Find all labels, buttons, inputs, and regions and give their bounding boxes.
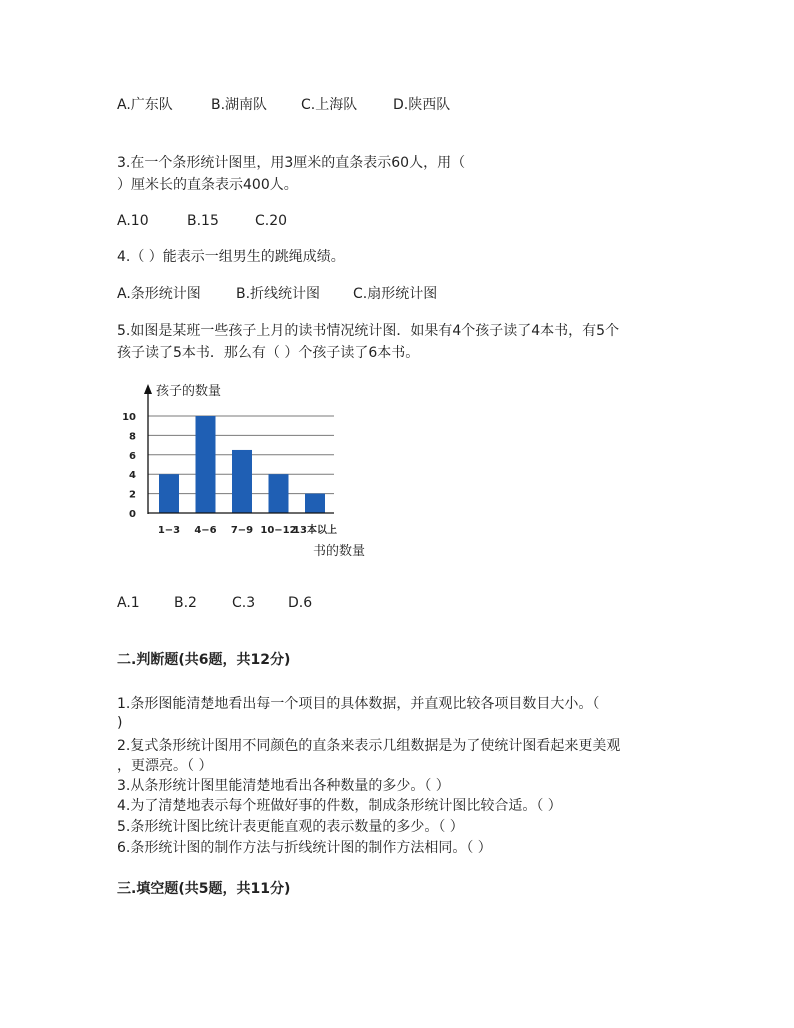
judge-item-1: 1.条形图能清楚地看出每一个项目的具体数据，并直观比较各项目数目大小。（ [117, 696, 600, 712]
q5-option-a: A.1 [117, 595, 140, 611]
y-tick-label-0: 0 [129, 509, 136, 520]
bar-3 [232, 450, 252, 513]
q4-options [117, 285, 437, 303]
q3-option-c: C.20 [255, 213, 288, 229]
reading-bar-chart [110, 376, 390, 566]
q2-option-a: A.广东队 [117, 97, 173, 113]
q4-option-a: A.条形统计图 [117, 286, 201, 302]
bar-5 [305, 494, 325, 513]
y-tick-label-2: 2 [129, 489, 136, 501]
y-axis-arrow [144, 384, 152, 394]
judge-item-1-cont: ) [117, 715, 123, 731]
judge-item-2: 2.复式条形统计图用不同颜色的直条来表示几组数据是为了使统计图看起来更美观 [117, 738, 621, 754]
q5-text-line1: 5.如图是某班一些孩子上月的读书情况统计图．如果有4个孩子读了4本书，有5个 [117, 323, 620, 339]
bar-4 [269, 474, 289, 513]
q4-option-c: C.扇形统计图 [353, 286, 438, 302]
q2-options [117, 96, 450, 114]
q2-option-c: C.上海队 [301, 97, 358, 113]
q5-options [117, 594, 312, 612]
judge-item-3: 3.从条形统计图里能清楚地看出各种数量的多少。（ ） [117, 778, 450, 794]
bar-2 [196, 416, 216, 513]
judge-item-5: 5.条形统计图比统计表更能直观的表示数量的多少。（ ） [117, 819, 464, 835]
q5-option-d: D.6 [288, 595, 313, 611]
q3-option-a: A.10 [117, 213, 149, 229]
judge-item-2-cont: ，更漂亮。（ ） [117, 758, 213, 774]
q4-text: 4.（ ）能表示一组男生的跳绳成绩。 [117, 249, 345, 265]
x-axis-title: 书的数量 [313, 544, 366, 559]
y-tick-label-8: 8 [129, 431, 136, 443]
y-axis-title: 孩子的数量 [156, 384, 222, 399]
x-tick-label-2: 4−6 [194, 525, 217, 536]
q5-option-c: C.3 [232, 595, 256, 611]
y-tick-label-10: 10 [122, 412, 136, 423]
x-tick-label-4: 10−12 [260, 525, 297, 536]
bar-1 [159, 474, 179, 513]
q5-option-b: B.2 [174, 595, 197, 611]
x-tick-label-1: 1−3 [157, 525, 181, 536]
q2-option-b: B.湖南队 [211, 97, 268, 113]
x-tick-label-5: 13本以上 [293, 525, 337, 536]
q5-text-line2: 孩子读了5本书．那么有（ ）个孩子读了6本书。 [117, 345, 420, 361]
q2-option-d: D.陕西队 [393, 97, 451, 113]
y-tick-label-6: 6 [129, 450, 136, 462]
q3-option-b: B.15 [187, 213, 219, 229]
q3-options [117, 212, 287, 230]
section2-title: 二.判断题(共6题，共12分) [117, 652, 291, 668]
judge-item-6: 6.条形统计图的制作方法与折线统计图的制作方法相同。（ ） [117, 840, 492, 856]
y-tick-label-4: 4 [129, 470, 136, 482]
x-tick-label-3: 7−9 [230, 525, 254, 536]
section3-title: 三.填空题(共5题，共11分) [117, 881, 291, 897]
q3-text-line1: 3.在一个条形统计图里，用3厘米的直条表示60人，用（ [117, 155, 466, 171]
q3-text-line2: ）厘米长的直条表示400人。 [117, 177, 298, 193]
judge-item-4: 4.为了清楚地表示每个班做好事的件数，制成条形统计图比较合适。（ ） [117, 798, 562, 814]
q4-option-b: B.折线统计图 [236, 286, 321, 302]
